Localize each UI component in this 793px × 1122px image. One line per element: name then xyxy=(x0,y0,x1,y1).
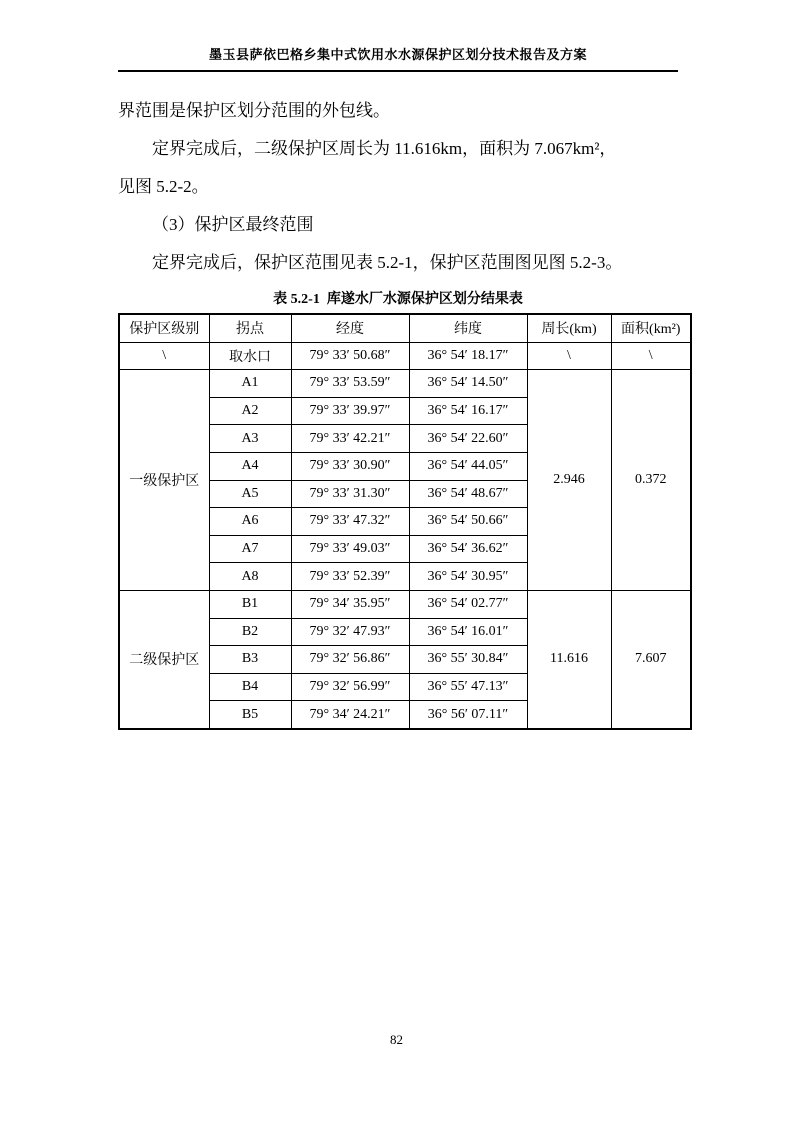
cell-level-zone2: 二级保护区 xyxy=(119,590,209,728)
cell-point: A8 xyxy=(209,563,291,591)
cell-longitude: 79° 34′ 35.95″ xyxy=(291,590,409,618)
cell-point: A1 xyxy=(209,370,291,398)
cell-latitude: 36° 54′ 36.62″ xyxy=(409,535,527,563)
cell-point: B4 xyxy=(209,673,291,701)
cell-longitude: 79° 33′ 53.59″ xyxy=(291,370,409,398)
table-caption: 表 5.2-1 库遂水厂水源保护区划分结果表 xyxy=(273,292,523,307)
paragraph-zone2-line1: 定界完成后，二级保护区周长为 11.616km，面积为 7.067km²， xyxy=(152,139,617,158)
cell-point: B2 xyxy=(209,618,291,646)
table-row xyxy=(119,370,691,398)
header-cell-area: 面积(km²) xyxy=(611,314,691,342)
cell-longitude: 79° 33′ 47.32″ xyxy=(291,508,409,536)
body-text xyxy=(118,92,678,282)
cell-longitude: 79° 32′ 56.86″ xyxy=(291,646,409,674)
cell-longitude: 79° 33′ 30.90″ xyxy=(291,452,409,480)
cell-area: \ xyxy=(611,342,691,370)
cell-level-zone1: 一级保护区 xyxy=(119,370,209,591)
cell-latitude: 36° 55′ 47.13″ xyxy=(409,673,527,701)
header-cell-point: 拐点 xyxy=(209,314,291,342)
heading-final-scope: （3）保护区最终范围 xyxy=(152,215,314,234)
document-page xyxy=(118,0,681,730)
header-cell-perimeter: 周长(km) xyxy=(527,314,611,342)
paragraph-continuation: 界范围是保护区划分范围的外包线。 xyxy=(118,101,390,120)
cell-point: A6 xyxy=(209,508,291,536)
cell-area-zone1: 0.372 xyxy=(611,370,691,591)
cell-point: A5 xyxy=(209,480,291,508)
header-cell-longitude: 经度 xyxy=(291,314,409,342)
cell-point: A4 xyxy=(209,452,291,480)
cell-latitude: 36° 54′ 44.05″ xyxy=(409,452,527,480)
cell-perimeter-zone1: 2.946 xyxy=(527,370,611,591)
table-header-row xyxy=(119,314,691,342)
cell-latitude: 36° 54′ 18.17″ xyxy=(409,342,527,370)
cell-longitude: 79° 33′ 50.68″ xyxy=(291,342,409,370)
header-cell-latitude: 纬度 xyxy=(409,314,527,342)
cell-longitude: 79° 32′ 56.99″ xyxy=(291,673,409,701)
paragraph-table-reference: 定界完成后，保护区范围见表 5.2-1，保护区范围图见图 5.2-3。 xyxy=(152,253,623,272)
table-row-intake xyxy=(119,342,691,370)
cell-latitude: 36° 54′ 16.01″ xyxy=(409,618,527,646)
cell-longitude: 79° 33′ 39.97″ xyxy=(291,397,409,425)
document-header-title: 墨玉县萨依巴格乡集中式饮用水水源保护区划分技术报告及方案 xyxy=(208,47,587,62)
cell-longitude: 79° 32′ 47.93″ xyxy=(291,618,409,646)
cell-point: B1 xyxy=(209,590,291,618)
cell-level: \ xyxy=(119,342,209,370)
cell-latitude: 36° 55′ 30.84″ xyxy=(409,646,527,674)
cell-latitude: 36° 54′ 48.67″ xyxy=(409,480,527,508)
page-number: 82 xyxy=(390,1032,403,1047)
cell-longitude: 79° 34′ 24.21″ xyxy=(291,701,409,729)
cell-latitude: 36° 54′ 50.66″ xyxy=(409,508,527,536)
cell-point: A3 xyxy=(209,425,291,453)
cell-longitude: 79° 33′ 42.21″ xyxy=(291,425,409,453)
cell-latitude: 36° 54′ 22.60″ xyxy=(409,425,527,453)
cell-point: B3 xyxy=(209,646,291,674)
cell-perimeter: \ xyxy=(527,342,611,370)
cell-latitude: 36° 54′ 14.50″ xyxy=(409,370,527,398)
document-header xyxy=(118,44,678,72)
table-row xyxy=(119,590,691,618)
cell-point: A7 xyxy=(209,535,291,563)
cell-latitude: 36° 54′ 30.95″ xyxy=(409,563,527,591)
cell-longitude: 79° 33′ 31.30″ xyxy=(291,480,409,508)
cell-perimeter-zone2: 11.616 xyxy=(527,590,611,728)
protection-zone-table xyxy=(118,313,692,730)
cell-latitude: 36° 56′ 07.11″ xyxy=(409,701,527,729)
header-cell-level: 保护区级别 xyxy=(119,314,209,342)
cell-area-zone2: 7.607 xyxy=(611,590,691,728)
cell-latitude: 36° 54′ 16.17″ xyxy=(409,397,527,425)
cell-point: B5 xyxy=(209,701,291,729)
cell-longitude: 79° 33′ 52.39″ xyxy=(291,563,409,591)
cell-point: 取水口 xyxy=(209,342,291,370)
cell-longitude: 79° 33′ 49.03″ xyxy=(291,535,409,563)
cell-latitude: 36° 54′ 02.77″ xyxy=(409,590,527,618)
paragraph-zone2-line2: 见图 5.2-2。 xyxy=(118,177,209,196)
paragraph-zone2-summary xyxy=(118,130,678,206)
cell-point: A2 xyxy=(209,397,291,425)
